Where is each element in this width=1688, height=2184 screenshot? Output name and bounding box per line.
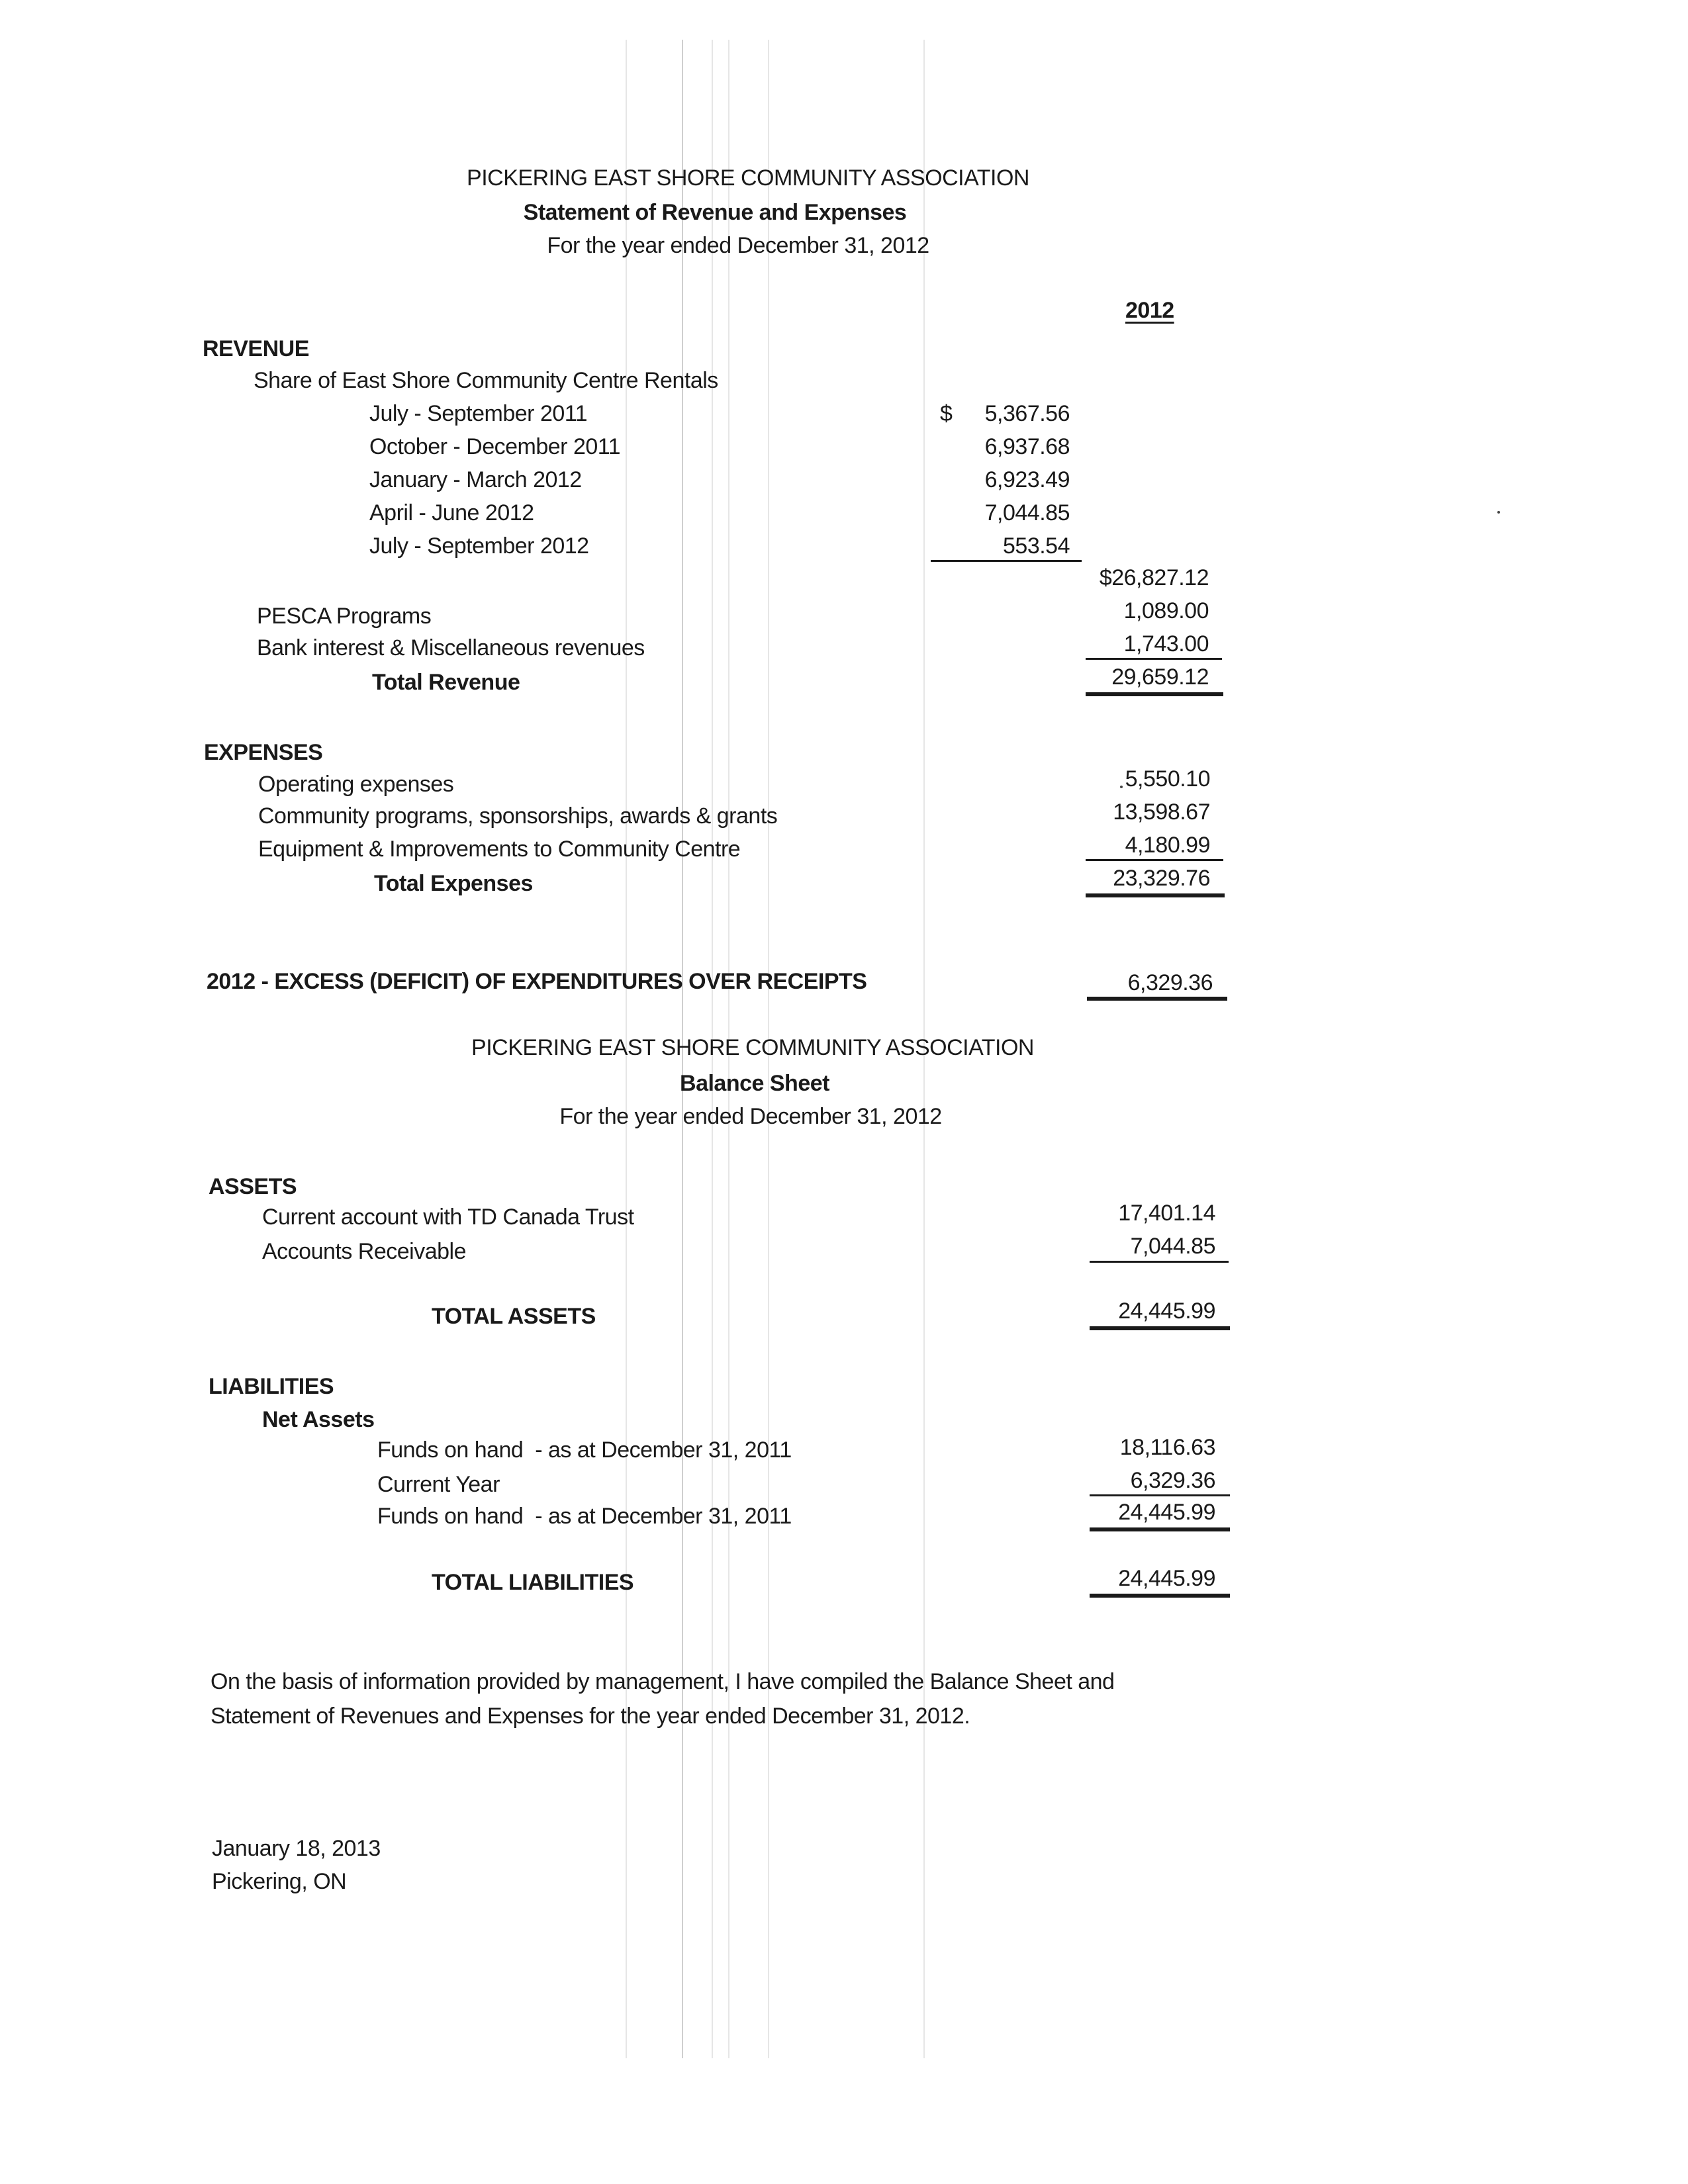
- expense-item-label: Community programs, sponsorships, awards & grants: [258, 803, 778, 829]
- expense-item-amount: 4,180.99: [1125, 833, 1210, 858]
- total-rule: [1087, 997, 1227, 1001]
- balance-period: For the year ended December 31, 2012: [559, 1104, 942, 1129]
- expense-item-label: Equipment & Improvements to Community Centre: [258, 837, 741, 862]
- rental-row-label: July - September 2012: [369, 533, 589, 559]
- total-rule: [1090, 1594, 1230, 1598]
- subtotal-rule: [1090, 1261, 1229, 1263]
- total-rule: [1086, 692, 1223, 696]
- excess-amount: 6,329.36: [1127, 970, 1213, 995]
- expense-item-amount: 13,598.67: [1113, 799, 1210, 825]
- statement-title: Statement of Revenue and Expenses: [523, 200, 907, 225]
- rental-row-amount: 7,044.85: [984, 500, 1070, 525]
- rentals-label: Share of East Shore Community Centre Rentals: [254, 368, 718, 393]
- expense-item-amount: 5,550.10: [1125, 766, 1210, 792]
- scan-speck: [1497, 511, 1500, 514]
- revenue-item-label: PESCA Programs: [257, 604, 432, 629]
- liability-item-amount: 18,116.63: [1119, 1435, 1215, 1460]
- rental-row-amount: 6,937.68: [984, 434, 1070, 459]
- asset-item-amount: 7,044.85: [1130, 1234, 1215, 1259]
- assets-heading: ASSETS: [209, 1174, 297, 1199]
- rental-row-label: October - December 2011: [369, 434, 621, 459]
- total-liabilities-label: TOTAL LIABILITIES: [432, 1570, 634, 1595]
- rental-row-label: April - June 2012: [369, 500, 534, 525]
- total-expenses-label: Total Expenses: [374, 871, 533, 896]
- total-rule: [1090, 1527, 1230, 1531]
- total-assets-amount: 24,445.99: [1118, 1298, 1215, 1324]
- compilation-note-line1: On the basis of information provided by management, I have compiled the Balance Sheet and: [211, 1669, 1115, 1694]
- rentals-total-amount: $26,827.12: [1099, 565, 1209, 590]
- liability-item-label: Current Year: [377, 1472, 500, 1497]
- excess-label: 2012 - EXCESS (DEFICIT) OF EXPENDITURES OVER RECEIPTS: [207, 969, 867, 994]
- rental-row-label: July - September 2011: [369, 401, 588, 426]
- asset-item-label: Current account with TD Canada Trust: [262, 1205, 634, 1230]
- liability-item-label: Funds on hand - as at December 31, 2011: [377, 1437, 792, 1463]
- expenses-heading: EXPENSES: [204, 740, 323, 765]
- total-revenue-amount: 29,659.12: [1111, 664, 1209, 690]
- liability-item-amount: 6,329.36: [1130, 1468, 1215, 1493]
- revenue-item-amount: 1,089.00: [1123, 598, 1209, 623]
- rental-row-amount: 6,923.49: [984, 467, 1070, 492]
- revenue-item-label: Bank interest & Miscellaneous revenues: [257, 635, 645, 660]
- compilation-note-line2: Statement of Revenues and Expenses for the year ended December 31, 2012.: [211, 1704, 970, 1729]
- revenue-heading: REVENUE: [203, 336, 309, 361]
- total-revenue-label: Total Revenue: [372, 670, 520, 695]
- liability-item-label: Funds on hand - as at December 31, 2011: [377, 1504, 792, 1529]
- expense-item-label: Operating expenses: [258, 772, 454, 797]
- total-rule: [1086, 893, 1225, 897]
- total-rule: [1090, 1326, 1230, 1330]
- net-assets-subheading: Net Assets: [262, 1407, 375, 1432]
- revenue-item-amount: 1,743.00: [1123, 631, 1209, 657]
- statement-org-name: PICKERING EAST SHORE COMMUNITY ASSOCIATION: [467, 165, 1029, 191]
- rental-row-label: January - March 2012: [369, 467, 582, 492]
- balance-org-name: PICKERING EAST SHORE COMMUNITY ASSOCIATION: [471, 1035, 1034, 1060]
- rental-row-amount: 5,367.56: [984, 401, 1070, 426]
- currency-symbol: $: [940, 401, 953, 426]
- liabilities-heading: LIABILITIES: [209, 1374, 334, 1399]
- liability-item-amount: 24,445.99: [1118, 1500, 1215, 1525]
- total-expenses-amount: 23,329.76: [1113, 866, 1210, 891]
- year-column-header: 2012: [1125, 298, 1174, 323]
- subtotal-rule: [931, 560, 1082, 562]
- signing-place: Pickering, ON: [212, 1869, 347, 1894]
- total-assets-label: TOTAL ASSETS: [432, 1304, 596, 1329]
- subtotal-rule: [1086, 859, 1223, 861]
- asset-item-amount: 17,401.14: [1118, 1201, 1215, 1226]
- statement-period: For the year ended December 31, 2012: [547, 233, 929, 258]
- asset-item-label: Accounts Receivable: [262, 1239, 467, 1264]
- subtotal-rule: [1086, 658, 1222, 660]
- total-liabilities-amount: 24,445.99: [1118, 1566, 1215, 1591]
- subtotal-rule: [1090, 1494, 1230, 1496]
- signing-date: January 18, 2013: [212, 1836, 381, 1861]
- rental-row-amount: 553.54: [1003, 533, 1070, 559]
- balance-title: Balance Sheet: [680, 1071, 829, 1096]
